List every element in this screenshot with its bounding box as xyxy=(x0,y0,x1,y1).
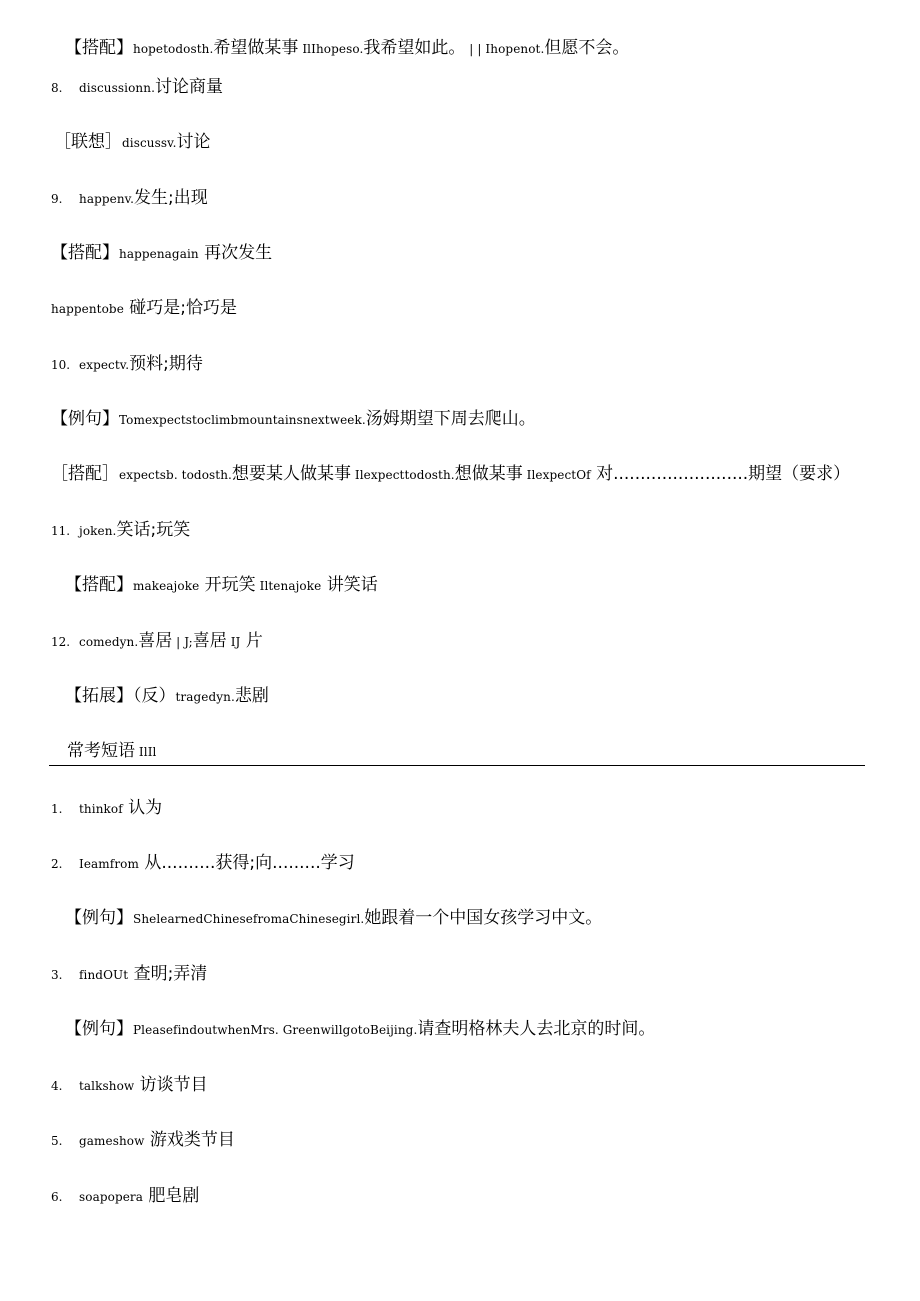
item-number: 6. xyxy=(51,1190,63,1204)
item-number: 9. xyxy=(51,192,63,206)
chinese-text: 想做某事 xyxy=(454,464,523,484)
english-text: happentobe xyxy=(51,302,124,316)
line-7 xyxy=(51,408,536,431)
chinese-text: 她跟着一个中国女孩学习中文。 xyxy=(364,908,603,928)
english-text: comedyn. xyxy=(79,635,139,649)
line-16 xyxy=(65,907,602,930)
section-heading xyxy=(67,740,156,763)
item-number: 12. xyxy=(51,635,71,649)
english-text: tragedyn. xyxy=(175,690,235,704)
line-2 xyxy=(54,131,211,154)
line-5 xyxy=(51,297,237,320)
item-number: 3. xyxy=(51,968,63,982)
chinese-text: 发生;出现 xyxy=(134,188,208,208)
english-text: hopetodosth. xyxy=(133,42,214,56)
chinese-text: ［联想］ xyxy=(54,132,122,152)
english-text: soapopera xyxy=(79,1190,144,1204)
chinese-text: 【搭配】 xyxy=(65,575,133,595)
chinese-text: 请查明格林夫人去北京的时间。 xyxy=(417,1019,656,1039)
english-text: expectv. xyxy=(79,358,130,372)
line-20 xyxy=(51,1129,235,1152)
line-9 xyxy=(51,519,190,542)
chinese-text: 【搭配】 xyxy=(65,38,133,58)
item-number: 5. xyxy=(51,1134,63,1148)
english-text: expectsb. todosth. xyxy=(119,468,232,482)
chinese-text: 再次发生 xyxy=(198,243,273,263)
chinese-text: 但愿不会。 xyxy=(544,38,630,58)
chinese-text: 我希望如此。 xyxy=(363,38,466,58)
chinese-text: 喜居 xyxy=(138,631,173,651)
english-text: | J; xyxy=(172,635,193,649)
english-text: happenv. xyxy=(79,192,135,206)
chinese-text: ［搭配］ xyxy=(51,464,119,484)
english-text: IlexpectOf xyxy=(522,468,591,482)
line-4 xyxy=(51,242,272,265)
english-text: | | Ihopenot. xyxy=(465,42,545,56)
chinese-text: 【例句】 xyxy=(51,409,119,429)
english-text: PleasefindoutwhenMrs. GreenwillgotoBeijing. xyxy=(133,1023,418,1037)
english-text: Iltenajoke xyxy=(255,579,322,593)
chinese-text: 认为 xyxy=(122,798,163,818)
english-text: Ilexpecttodosth. xyxy=(350,468,455,482)
item-number: 1. xyxy=(51,802,63,816)
item-number: 11. xyxy=(51,524,71,538)
line-10 xyxy=(65,574,378,597)
english-text: discussionn. xyxy=(79,81,155,95)
item-number: 2. xyxy=(51,857,63,871)
english-text: findOUt xyxy=(79,968,129,982)
chinese-text: 讲笑话 xyxy=(321,575,378,595)
chinese-text: 对.........................期望（要求） xyxy=(590,464,851,484)
chinese-text: 想要某人做某事 xyxy=(231,464,351,484)
line-12 xyxy=(65,685,269,708)
line-8 xyxy=(51,463,850,486)
chinese-text: 常考短语 xyxy=(67,741,135,761)
chinese-text: 访谈节目 xyxy=(134,1075,208,1095)
english-text: ShelearnedChinesefromaChinesegirl. xyxy=(133,912,365,926)
english-text: joken. xyxy=(79,524,117,538)
chinese-text: 希望做某事 xyxy=(213,38,299,58)
line-21 xyxy=(51,1185,199,1208)
item-number: 4. xyxy=(51,1079,63,1093)
chinese-text: 【搭配】 xyxy=(51,243,119,263)
chinese-text: 讨论商量 xyxy=(154,77,223,97)
english-text: Tomexpectstoclimbmountainsnextweek. xyxy=(119,413,366,427)
chinese-text: 预料;期待 xyxy=(129,354,203,374)
english-text: IlIhopeso. xyxy=(298,42,364,56)
line-15 xyxy=(51,852,355,875)
chinese-text: 开玩笑 xyxy=(199,575,256,595)
chinese-text: 笑话;玩笑 xyxy=(116,520,191,540)
chinese-text: 【拓展】（反） xyxy=(65,686,176,706)
chinese-text: 【例句】 xyxy=(65,908,133,928)
chinese-text: 讨论 xyxy=(176,132,211,152)
chinese-text: 游戏类节目 xyxy=(144,1130,235,1150)
line-6 xyxy=(51,353,203,376)
english-text: IlIl xyxy=(135,745,157,759)
line-1 xyxy=(51,76,223,99)
item-number: 8. xyxy=(51,81,63,95)
english-text: happenagain xyxy=(119,247,199,261)
line-3 xyxy=(51,187,208,210)
chinese-text: 片 xyxy=(240,631,263,651)
english-text: talkshow xyxy=(79,1079,135,1093)
english-text: makeajoke xyxy=(133,579,200,593)
item-number: 10. xyxy=(51,358,71,372)
english-text: gameshow xyxy=(79,1134,145,1148)
english-text: thinkof xyxy=(79,802,123,816)
chinese-text: 【例句】 xyxy=(65,1019,133,1039)
chinese-text: 悲剧 xyxy=(234,686,269,706)
english-text: IJ xyxy=(226,635,241,649)
line-11 xyxy=(51,630,263,653)
english-text: discussv. xyxy=(122,136,177,150)
chinese-text: 碰巧是;恰巧是 xyxy=(123,298,238,318)
line-14 xyxy=(51,797,162,820)
chinese-text: 喜居 xyxy=(192,631,227,651)
chinese-text: 从..........获得;向.........学习 xyxy=(138,853,355,873)
line-19 xyxy=(51,1074,208,1097)
chinese-text: 查明;弄清 xyxy=(128,964,208,984)
chinese-text: 汤姆期望下周去爬山。 xyxy=(365,409,536,429)
chinese-text: 肥皂剧 xyxy=(143,1186,200,1206)
line-0 xyxy=(65,37,629,60)
english-text: Ieamfrom xyxy=(79,857,139,871)
section-divider xyxy=(49,765,865,766)
line-17 xyxy=(51,963,207,986)
line-18 xyxy=(65,1018,655,1041)
